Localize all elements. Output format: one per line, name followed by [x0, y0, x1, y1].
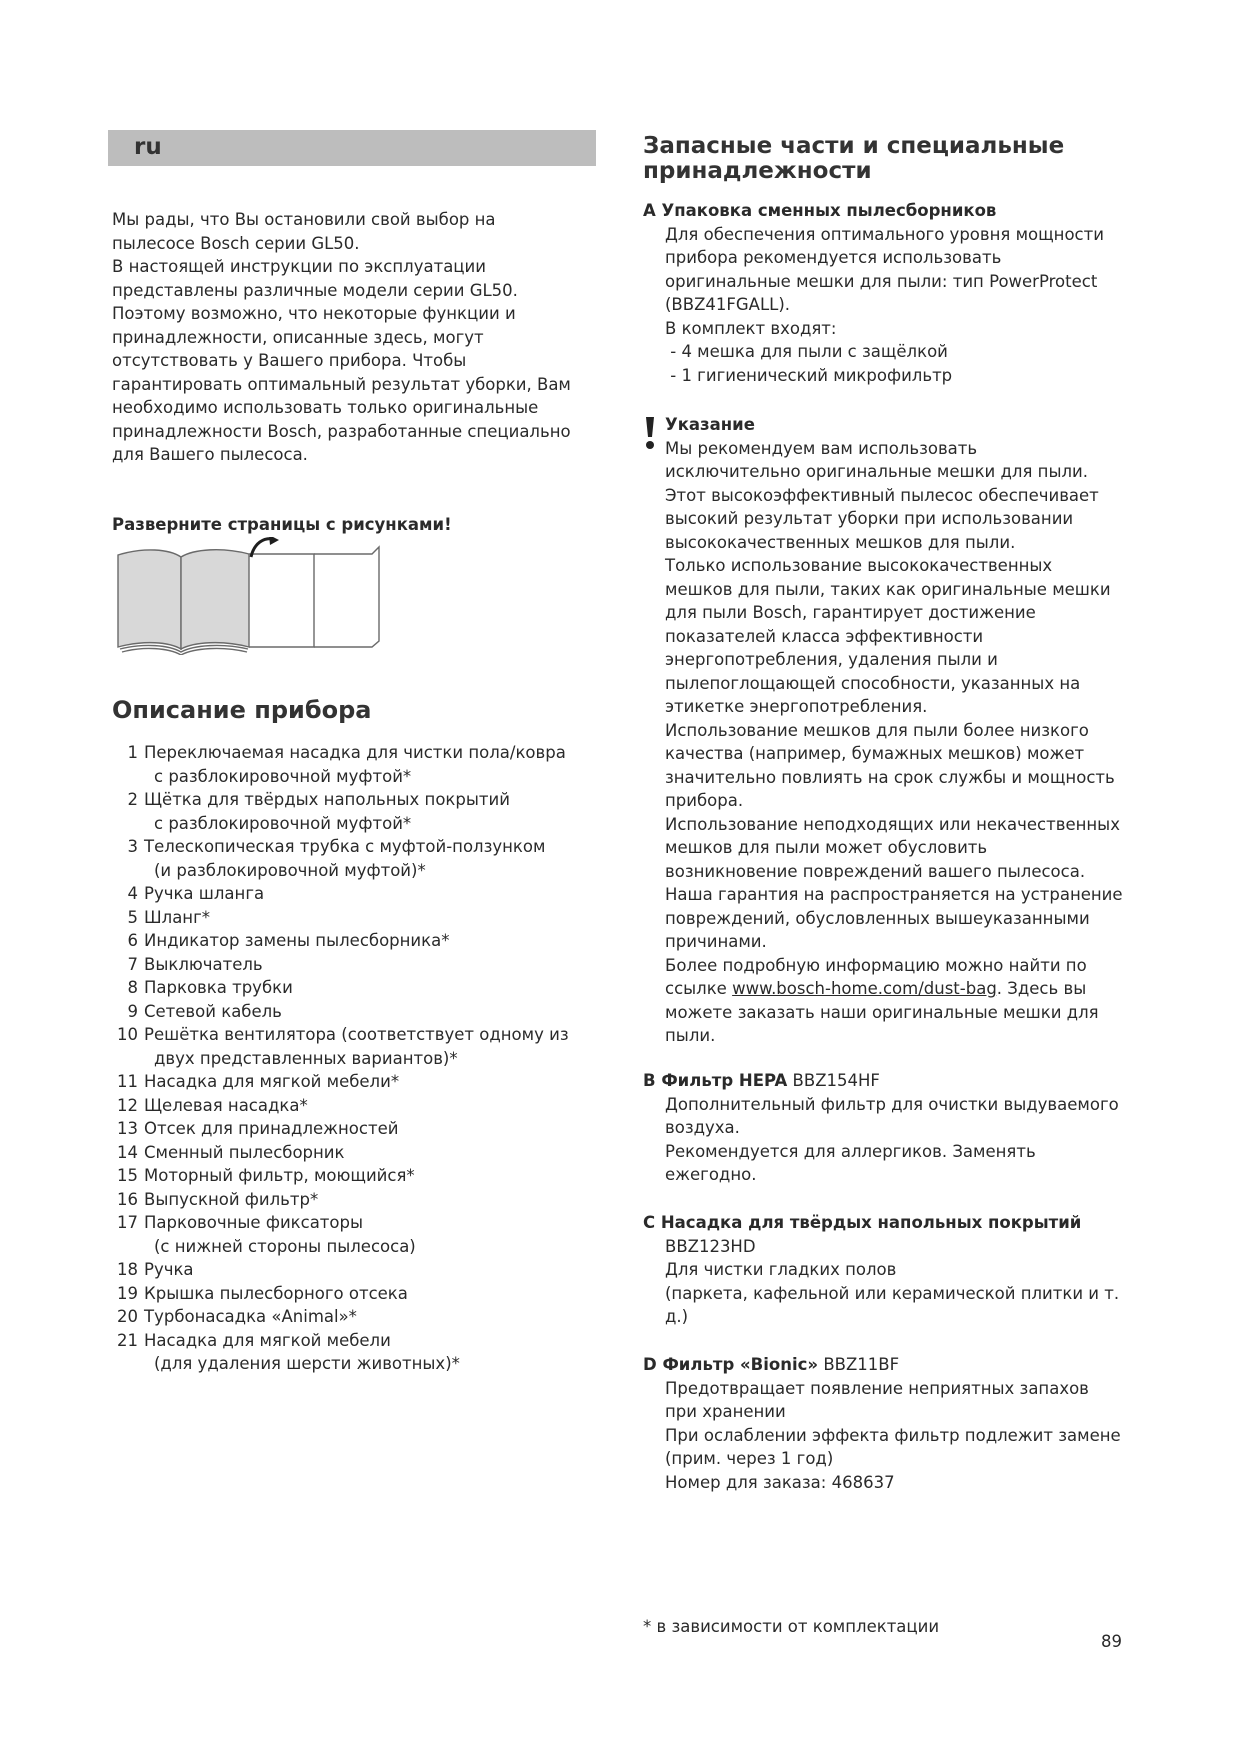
- list-item: 4 Ручка шланга: [127, 884, 265, 903]
- list-item: 21 Насадка для мягкой мебели (для удаления шерсти животных)*: [117, 1330, 460, 1373]
- list-item: 6 Индикатор замены пылесборника*: [127, 931, 450, 950]
- list-item: 10 Решётка вентилятора (соответствует одному из двух представленных вариантов)*: [117, 1025, 569, 1068]
- list-item: 16 Выпускной фильтр*: [117, 1189, 319, 1209]
- intro-line: пылесосе Bosch серии GL50.: [112, 233, 360, 253]
- language-bar: [108, 130, 596, 166]
- intro-line: Мы рады, что Вы остановили свой выбор на: [112, 210, 496, 229]
- footnote: * в зависимости от комплектации: [643, 1617, 940, 1636]
- notice-block: Указание Мы рекомендуем вам использовать исключительно оригинальные мешки для пыли. Этот высокоэффективный пылесос обеспечивает высокий результат уборки при использовании высококачественных мешков для пыли. Только использование высококачественных мешков для пыли, таких как оригинальные мешки для пыли Bosch, гарантирует достижение показателей класса эффективности энергопотребления, удаления пыли и пылепоглощающей способности, указанных на этикетке энергопотребления. Использование мешков для пыли более низкого качества (например, бумажных мешков) может значительно повлиять на срок службы и мощность прибора. Использование неподходящих или некачественных мешков для пыли может обусловить возникновение повреждений вашего пылесоса. Наша гарантия на распространяется на устранение повреждений, обусловленных вышеуказанными причинами. Более подробную информацию можно найти по ссылке www.bosch-home.com/dust-bag. Здесь вы можете заказать наши оригинальные мешки для пыли.: [643, 413, 1133, 1048]
- list-item: 18 Ручка: [117, 1260, 194, 1279]
- intro-line: гарантировать оптимальный результат уборки, Вам: [112, 374, 571, 394]
- language-code: ru: [134, 134, 162, 160]
- section-c-title: C Насадка для твёрдых напольных покрытий: [643, 1213, 1082, 1232]
- list-item: 7 Выключатель: [127, 954, 263, 974]
- intro-line: отсутствовать у Вашего прибора. Чтобы: [112, 351, 467, 370]
- section-heading-spare-parts: Запасные части и специальные принадлежности: [643, 133, 1065, 184]
- list-item: 11 Насадка для мягкой мебели*: [117, 1072, 400, 1091]
- list-item: 2 Щётка для твёрдых напольных покрытий с разблокировочной муфтой*: [127, 790, 510, 833]
- section-c-hard-floor-brush: C Насадка для твёрдых напольных покрытий BBZ123HD Для чистки гладких полов (паркета, кафельной или керамической плитки и т. д.): [643, 1211, 1133, 1329]
- warning-icon: [643, 415, 657, 451]
- section-heading-description: Описание прибора: [112, 696, 372, 724]
- unfold-pages-title: Разверните страницы с рисунками!: [112, 515, 452, 534]
- intro-line: представлены различные модели серии GL50.: [112, 280, 518, 300]
- intro-line: В настоящей инструкции по эксплуатации: [112, 257, 486, 276]
- list-item: 1 Переключаемая насадка для чистки пола/ковра с разблокировочной муфтой*: [127, 743, 566, 786]
- list-item: 5 Шланг*: [127, 907, 211, 927]
- list-item: 3 Телескопическая трубка с муфтой-ползунком (и разблокировочной муфтой)*: [127, 837, 546, 880]
- intro-paragraph: [112, 208, 602, 467]
- list-item: 9 Сетевой кабель: [127, 1001, 282, 1021]
- list-item: 8 Парковка трубки: [127, 978, 293, 997]
- page-number: 89: [1101, 1632, 1122, 1651]
- intro-line: принадлежности, описанные здесь, могут: [112, 327, 484, 347]
- section-d-bionic-filter: D Фильтр «Bionic» BBZ11BF Предотвращает появление неприятных запахов при хранении При ослаблении эффекта фильтр подлежит замене (прим. через 1 год) Номер для заказа: 468637: [643, 1353, 1133, 1494]
- section-b-hepa-filter: B Фильтр HEPA BBZ154HF Дополнительный фильтр для очистки выдуваемого воздуха. Рекомендуется для аллергиков. Заменять ежегодно.: [643, 1069, 1133, 1187]
- section-a-title: A Упаковка сменных пылесборников: [643, 201, 997, 220]
- parts-list: [108, 741, 598, 1376]
- intro-line: необходимо использовать только оригинальные: [112, 398, 539, 417]
- unfold-pages-illustration: [114, 537, 404, 655]
- list-item: 12 Щелевая насадка*: [117, 1095, 308, 1115]
- dust-bag-link[interactable]: www.bosch-home.com/dust-bag: [732, 979, 997, 998]
- intro-line: принадлежности Bosch, разработанные специально: [112, 421, 571, 441]
- section-a-dust-bags: A Упаковка сменных пылесборников Для обеспечения оптимального уровня мощности прибора рекомендуется использовать оригинальные мешки для пыли: тип PowerProtect (BBZ41FGALL). В комплект входят: - 4 мешка для пыли с защёлкой - 1 гигиенический микрофильтр: [643, 199, 1133, 387]
- list-item: 13 Отсек для принадлежностей: [117, 1119, 399, 1138]
- section-b-title: B Фильтр HEPA BBZ154HF: [643, 1071, 880, 1090]
- list-item: 20 Турбонасадка «Animal»*: [117, 1307, 357, 1326]
- section-d-title: D Фильтр «Bionic» BBZ11BF: [643, 1355, 900, 1374]
- list-item: 17 Парковочные фиксаторы (с нижней стороны пылесоса): [117, 1213, 416, 1256]
- intro-line: Поэтому возможно, что некоторые функции и: [112, 304, 516, 323]
- intro-line: для Вашего пылесоса.: [112, 445, 308, 464]
- notice-title: Указание: [665, 415, 755, 434]
- list-item: 19 Крышка пылесборного отсека: [117, 1283, 408, 1303]
- list-item: 14 Сменный пылесборник: [117, 1142, 345, 1162]
- list-item: 15 Моторный фильтр, моющийся*: [117, 1166, 415, 1185]
